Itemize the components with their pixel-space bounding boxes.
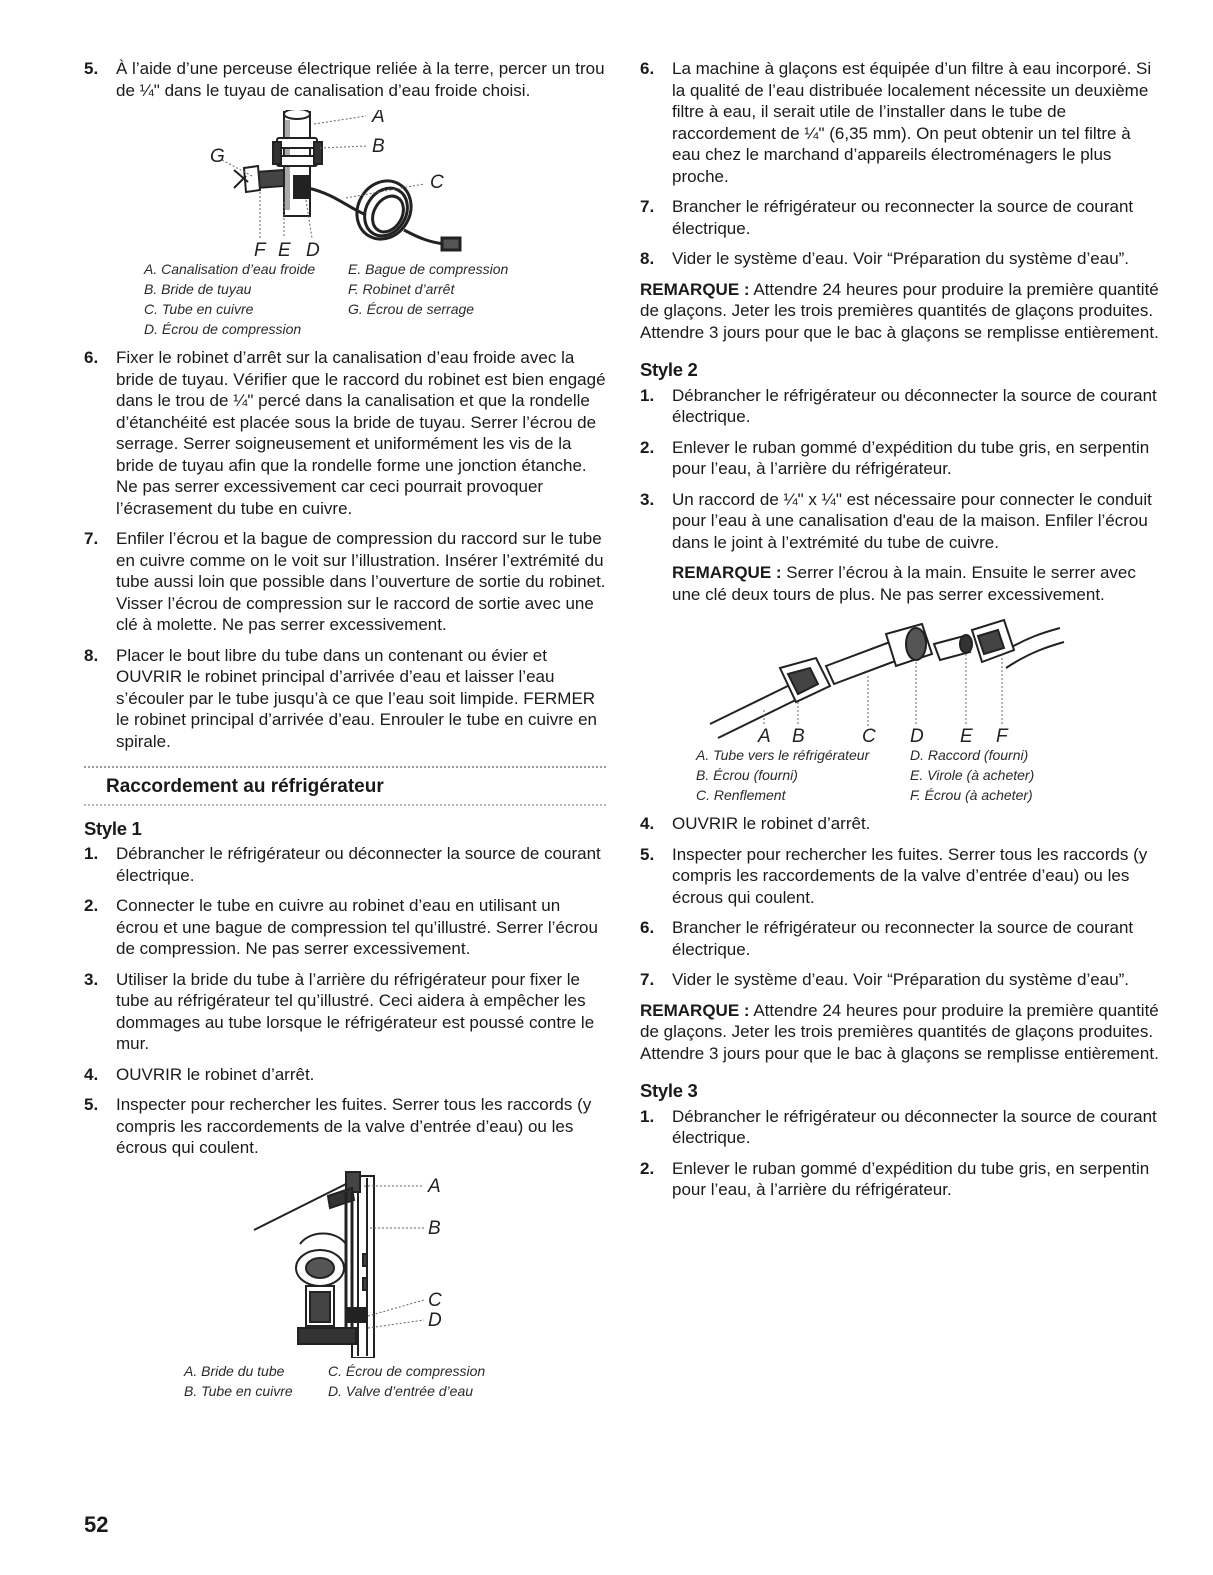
step-text: Enlever le ruban gommé d’expédition du tube gris, en serpentin pour l’eau, à l’arrière du réfrigérateur. [672,437,1150,478]
fig1-label-g: G [210,146,225,167]
step-text: Inspecter pour rechercher les fuites. Serrer tous les raccords (y compris les raccordements de la valve d’entrée d’eau) ou les écrous qui coulent. [116,1095,592,1157]
step-6-filter [640,58,1162,187]
legend-item: D. Valve d’entrée d’eau [328,1382,474,1399]
fittings-illustration [640,614,1162,744]
note-label: REMARQUE : [640,1000,750,1020]
fig2-label-c: C [862,726,876,744]
step-number: 1. [640,1106,655,1126]
step-number: 7. [84,529,99,548]
step-number: 8. [640,249,655,268]
left-column [84,58,606,1409]
step-number: 7. [640,197,655,216]
step-number: 3. [84,969,99,989]
style2-step-2 [640,437,1162,480]
step-7-reconnect [640,196,1162,239]
note-text: Attendre 24 heures pour produire la première quantité de glaçons. Jeter les trois premières quantités de glaçons produites. Attendre 3 jours pour que le bac à glaçons se remplisse entièrement. [640,279,1159,342]
figure-tube-clamp [84,1168,606,1401]
figure-fittings [640,614,1162,805]
note-label: REMARQUE : [672,563,782,582]
fig1-label-e: E [278,240,291,260]
note-paragraph [640,1000,1162,1065]
step-number: 6. [640,59,655,78]
fig1-label-b: B [372,136,385,157]
step-text: La machine à glaçons est équipée d’un filtre à eau incorporé. Si la qualité de l’eau distribuée localement nécessite un deuxième filtre à eau, il serait utile de l’installer dans le tube de raccordement de ¼" (6,35 mm). On peut obtenir un tel filtre à eau chez le marchand d’appareils électroménagers le plus proche. [672,59,1152,186]
right-column [640,58,1162,1210]
style3-step-2 [640,1158,1162,1201]
style2-step-3 [640,489,1162,554]
style3-step-1 [640,1106,1162,1149]
step-number: 5. [84,1095,99,1114]
step-number: 5. [84,59,99,78]
fig3-label-b: B [428,1217,441,1239]
step-text: Enfiler l’écrou et la bague de compression du raccord sur le tube en cuivre comme on le voit sur l’illustration. Insérer l’extrémité du tube aussi loin que possible dans l’ouverture de sortie du robinet. Visser l’écrou de compression sur le raccord de sortie avec une clé à molette. Ne pas serrer excessivement. [116,529,606,634]
step-number: 2. [84,896,99,915]
legend-item: B. Écrou (fourni) [696,767,798,783]
figure-legend-shutoff-valve [144,260,606,339]
legend-item: E. Bague de compression [348,261,509,277]
style2-step-6 [640,917,1162,960]
legend-item: F. Écrou (à acheter) [910,787,1033,803]
style1-step-1 [84,843,606,886]
figure-legend-tube-clamp [184,1362,606,1401]
note-text: Attendre 24 heures pour produire la première quantité de glaçons. Jeter les trois premières quantités de glaçons produites. Attendre 3 jours pour que le bac à glaçons se remplisse entièrement. [640,1000,1159,1063]
step-text: OUVRIR le robinet d’arrêt. [116,1064,315,1084]
legend-item: A. Bride du tube [184,1362,285,1379]
style1-step-2 [84,895,606,960]
step-text: Débrancher le réfrigérateur ou déconnecter la source de courant électrique. [672,1106,1157,1147]
legend-item: C. Écrou de compression [328,1362,486,1379]
legend-item: B. Tube en cuivre [184,1382,293,1399]
fig1-label-c: C [430,172,444,193]
step-number: 3. [640,489,655,509]
step-text: Connecter le tube en cuivre au robinet d’eau en utilisant un écrou et une bague de compression tel qu’illustré. Serrer l’écrou de compression. Ne pas serrer excessivement. [116,896,598,958]
fig1-label-a: A [372,110,385,127]
legend-item: C. Renflement [696,787,786,803]
step-5-drill [84,58,606,101]
fitting-body-drawing [826,620,1014,684]
step-number: 7. [640,970,655,989]
fig1-label-d: D [306,240,320,260]
step-8-flush [84,645,606,753]
step-7-compression [84,528,606,636]
step-text: Enlever le ruban gommé d’expédition du tube gris, en serpentin pour l’eau, à l’arrière du réfrigérateur. [672,1158,1150,1199]
step-text: Débrancher le réfrigérateur ou déconnecter la source de courant électrique. [672,385,1157,426]
note-label: REMARQUE : [640,279,750,299]
style2-step-7 [640,969,1162,991]
step-text: Placer le bout libre du tube dans un contenant ou évier et OUVRIR le robinet principal d’arrivée d’eau et laisser l’eau s’écouler par le tube jusqu’à ce que l’eau soit limpide. FERMER le robinet principal d’arrivée d’eau. Enrouler le tube en cuivre en spirale. [116,645,598,751]
legend-item: A. Tube vers le réfrigérateur [696,747,870,763]
section-title: Raccordement au réfrigérateur [106,776,384,797]
fig1-label-f: F [254,240,266,260]
step-number: 4. [84,1064,99,1084]
step-number: 5. [640,844,655,864]
legend-item: D. Raccord (fourni) [910,747,1029,763]
page-number: 52 [84,1512,109,1537]
figure-legend-fittings [696,746,1162,805]
step-number: 6. [84,348,99,367]
style1-step-5 [84,1094,606,1159]
style2-step-4 [640,813,1162,835]
step-text: Inspecter pour rechercher les fuites. Serrer tous les raccords (y compris les raccordements de la valve d’entrée d’eau) ou les écrous qui coulent. [672,844,1148,907]
style2-step-5 [640,844,1162,909]
figure-shutoff-valve [84,110,606,339]
legend-item: B. Bride de tuyau [144,281,252,297]
step-text: Utiliser la bride du tube à l’arrière du réfrigérateur pour fixer le tube au réfrigérateur tel qu’illustré. Ceci aidera à empêcher les dommages au tube lorsque le réfrigérateur est poussé contre le mur. [116,969,595,1053]
note-text: Serrer l’écrou à la main. Ensuite le serrer avec une clé deux tours de plus. Ne pas serrer excessivement. [672,563,1136,604]
step-text: Fixer le robinet d’arrêt sur la canalisation d’eau froide avec la bride de tuyau. Vérifier que le raccord du robinet est bien engagé dans le trou de ¼" percé dans la canalisation et que la rondelle d’étanchéité est placée sous la bride de tuyau. Serrer l’écrou de serrage. Serrer soigneusement et uniformément les vis de la bride de tuyau afin que la rondelle forme une jonction étanche. Ne pas serrer excessivement car ceci pourrait provoquer l’écrasement du tube en cuivre. [116,348,606,518]
step-text: Vider le système d’eau. Voir “Préparation du système d’eau”. [672,970,1130,989]
inner-note-paragraph [640,562,1162,605]
step-number: 6. [640,918,655,937]
style1-title: Style 1 [84,817,142,839]
step-6-fix-valve [84,347,606,519]
step-number: 2. [640,1158,655,1178]
step-text: Vider le système d’eau. Voir “Préparation du système d’eau”. [672,249,1130,268]
style1-step-4 [84,1064,606,1086]
step-text: Un raccord de ¼" x ¼" est nécessaire pour connecter le conduit pour l’eau à une canalisation d'eau de la maison. Enfiler l’écrou dans le joint à l’extrémité du tube de cuivre. [672,489,1152,552]
note-paragraph [640,279,1162,344]
step-text: OUVRIR le robinet d’arrêt. [672,814,871,833]
style1-step-3 [84,969,606,1055]
legend-item: F. Robinet d’arrêt [348,281,455,297]
fig2-label-e: E [960,726,973,744]
fig2-label-f: F [996,726,1008,744]
fig3-label-c: C [428,1289,442,1311]
step-text: À l’aide d’une perceuse électrique reliée à la terre, percer un trou de ¼" dans le tuyau de canalisation d’eau froide choisi. [116,59,605,100]
section-heading [84,766,606,806]
step-text: Brancher le réfrigérateur ou reconnecter la source de courant électrique. [672,918,1134,959]
fig2-label-a: A [758,726,771,744]
step-number: 2. [640,437,655,457]
step-number: 1. [640,385,655,405]
style2-step-1 [640,385,1162,428]
legend-item: C. Tube en cuivre [144,301,254,317]
step-number: 8. [84,645,99,665]
nut-drawing [780,658,830,702]
shutoff-valve-illustration [84,110,606,260]
step-number: 4. [640,814,655,833]
step-8-purge [640,248,1162,270]
step-number: 1. [84,844,99,863]
fig2-label-b: B [792,726,805,744]
fig3-label-a: A [428,1175,441,1197]
legend-item: G. Écrou de serrage [348,301,475,317]
legend-item: A. Canalisation d’eau froide [144,261,316,277]
step-text: Débrancher le réfrigérateur ou déconnecter la source de courant électrique. [116,844,601,885]
style2-title: Style 2 [640,359,698,380]
style3-title: Style 3 [640,1080,698,1101]
tube-clamp-illustration [84,1168,606,1358]
legend-item: E. Virole (à acheter) [910,767,1035,783]
legend-item [348,320,548,339]
step-text: Brancher le réfrigérateur ou reconnecter la source de courant électrique. [672,197,1134,238]
fig2-label-d: D [910,726,924,744]
fig3-label-d: D [428,1309,442,1331]
legend-item: D. Écrou de compression [144,321,302,337]
